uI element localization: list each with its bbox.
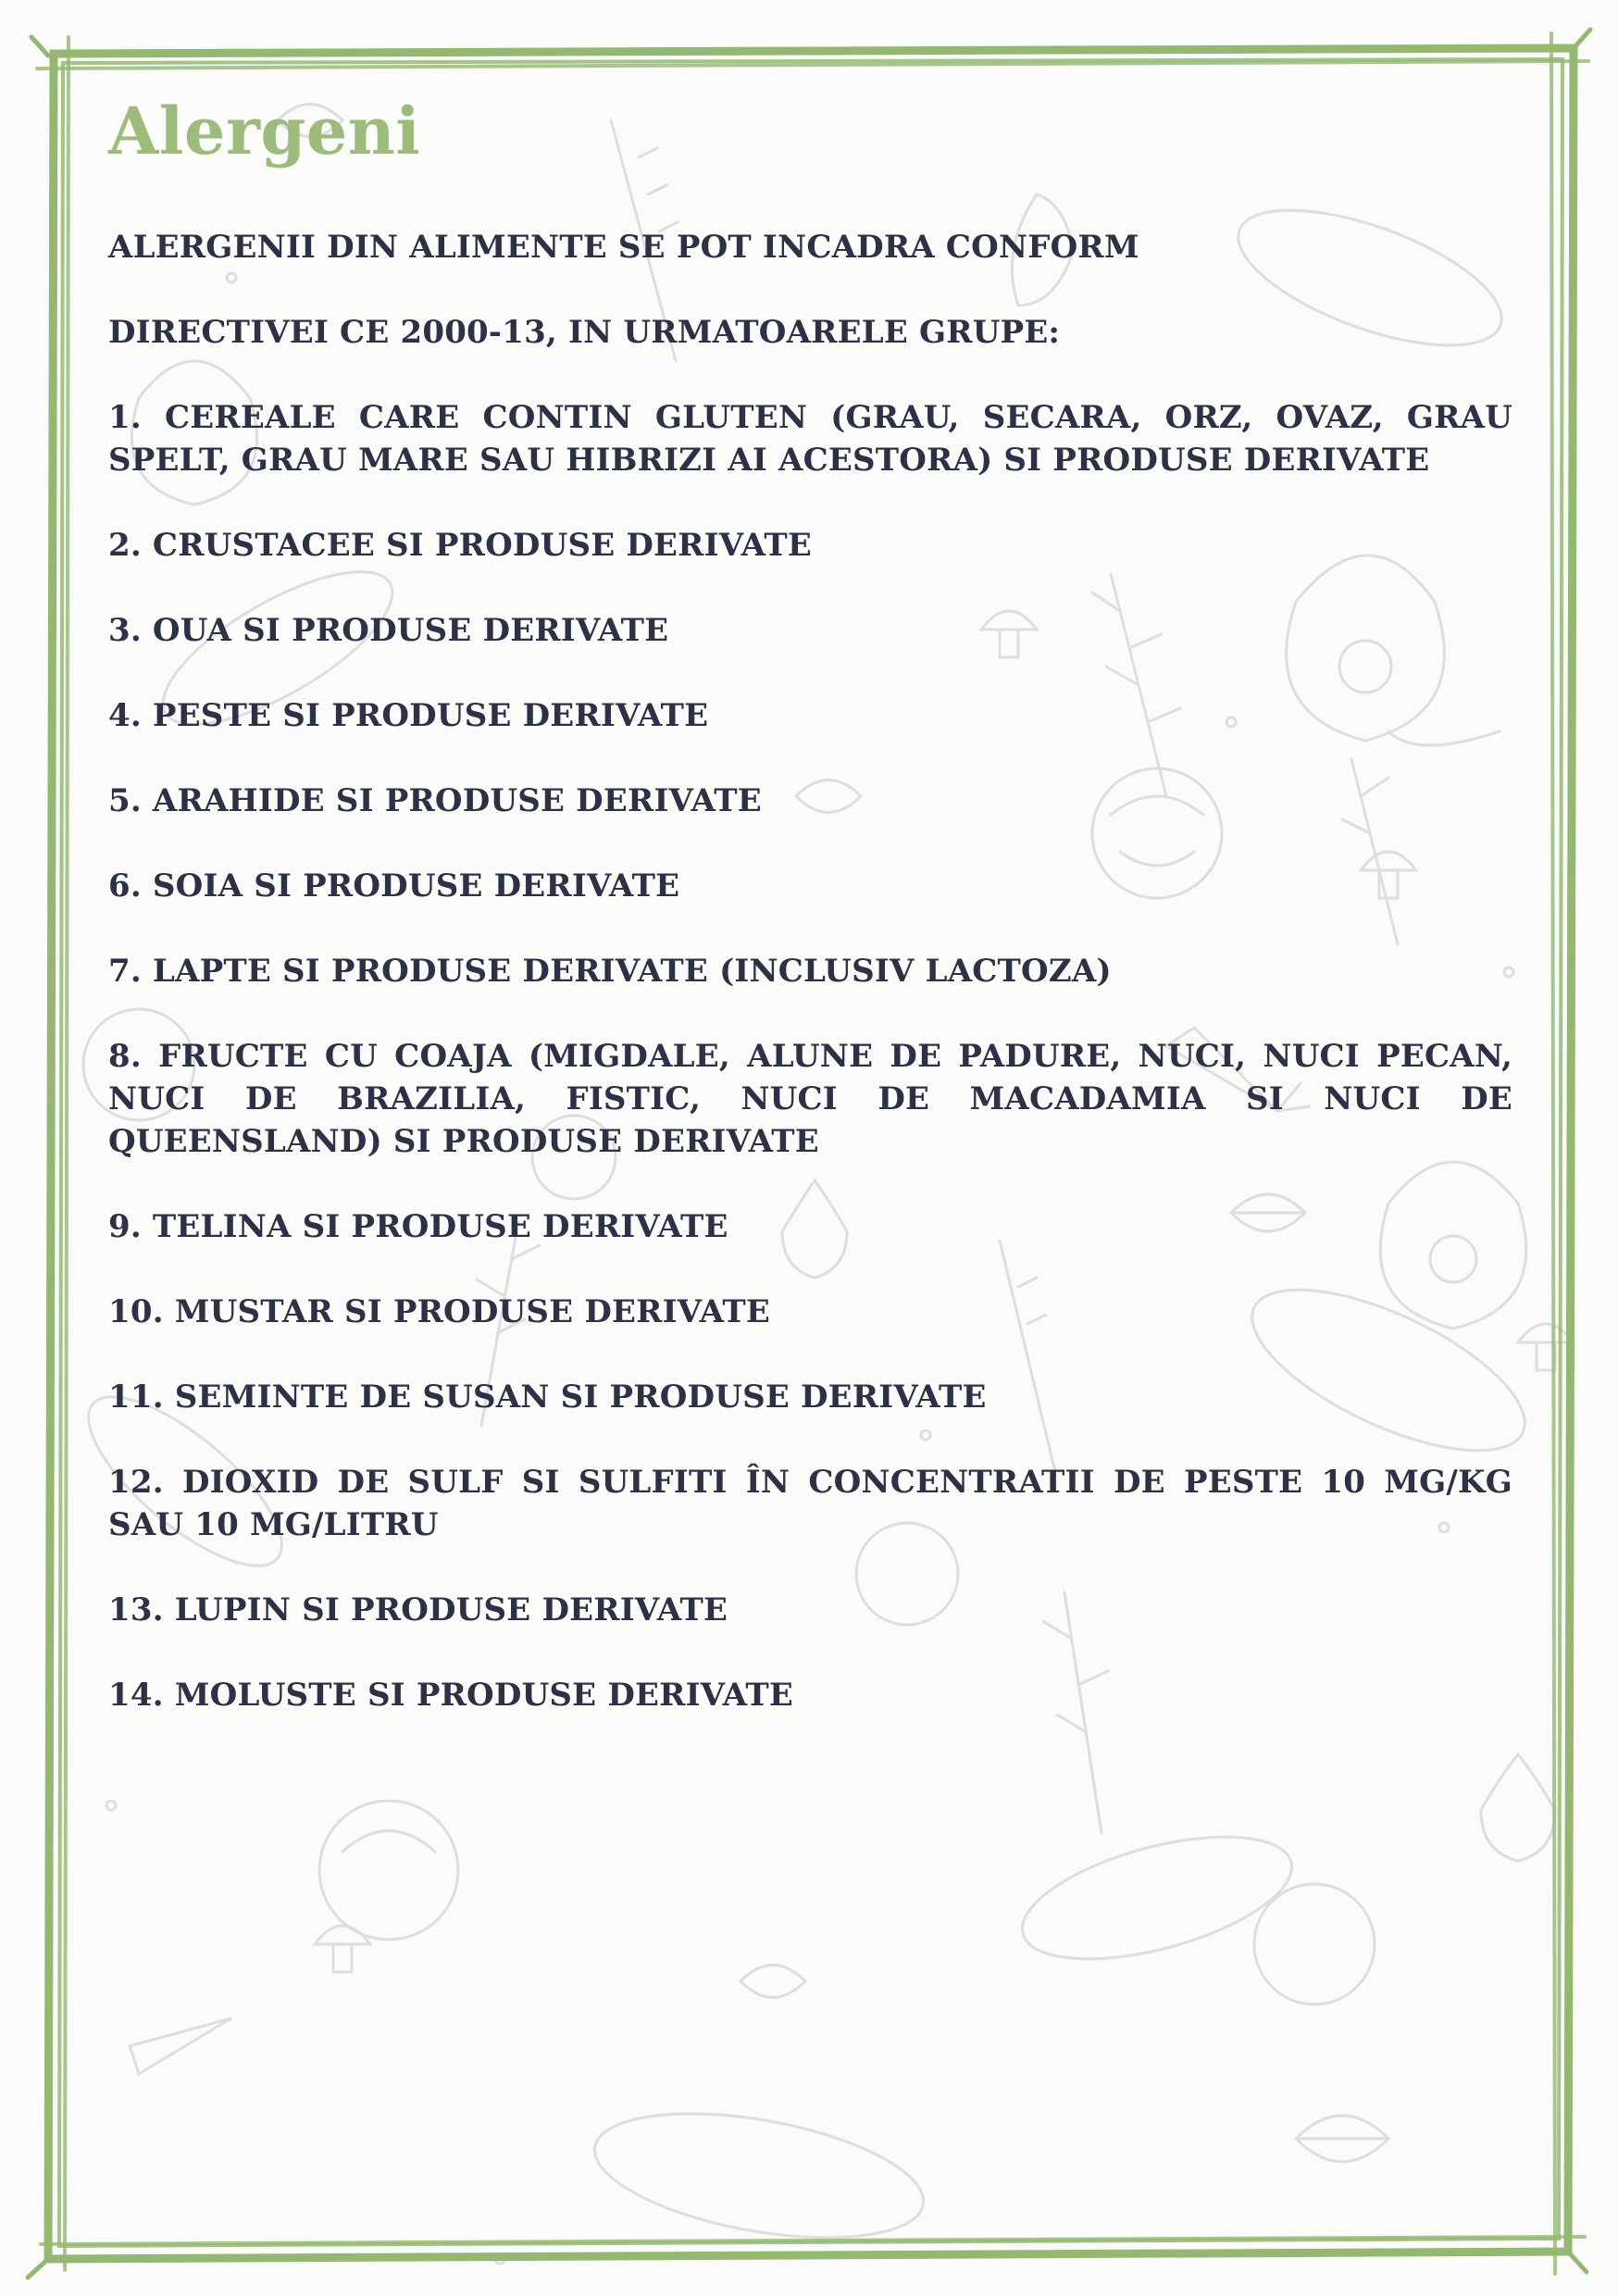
allergen-item-12: 12. DIOXID DE SULF SI SULFITI ÎN CONCENTRATII DE PESTE 10 MG/KG SAU 10 MG/LITRU xyxy=(108,1464,1512,1543)
allergen-item-2: 2. CRUSTACEE SI PRODUSE DERIVATE xyxy=(108,527,813,564)
allergen-item-10: 10. MUSTAR SI PRODUSE DERIVATE xyxy=(108,1293,770,1330)
allergen-item-5: 5. ARAHIDE SI PRODUSE DERIVATE xyxy=(108,782,762,819)
allergen-item-11: 11. SEMINTE DE SUSAN SI PRODUSE DERIVATE xyxy=(108,1379,987,1416)
allergen-item-8: 8. FRUCTE CU COAJA (MIGDALE, ALUNE DE PADURE, NUCI, NUCI PECAN, NUCI DE BRAZILIA, FISTIC, NUCI DE MACADAMIA SI NUCI DE QUEENSLAND) SI PRODUSE DERIVATE xyxy=(108,1038,1512,1160)
allergen-document xyxy=(108,85,1512,1759)
allergen-item-4: 4. PESTE SI PRODUSE DERIVATE xyxy=(108,697,709,734)
allergen-item-9: 9. TELINA SI PRODUSE DERIVATE xyxy=(108,1208,728,1245)
allergen-item-13: 13. LUPIN SI PRODUSE DERIVATE xyxy=(108,1591,728,1628)
allergen-item-6: 6. SOIA SI PRODUSE DERIVATE xyxy=(108,867,680,905)
allergen-item-7: 7. LAPTE SI PRODUSE DERIVATE (INCLUSIV LACTOZA) xyxy=(108,953,1112,990)
allergen-item-1: 1. CEREALE CARE CONTIN GLUTEN (GRAU, SECARA, ORZ, OVAZ, GRAU SPELT, GRAU MARE SAU HIBRIZI AI ACESTORA) SI PRODUSE DERIVATE xyxy=(108,399,1512,479)
allergen-item-14: 14. MOLUSTE SI PRODUSE DERIVATE xyxy=(108,1677,793,1714)
allergen-item-3: 3. OUA SI PRODUSE DERIVATE xyxy=(108,612,669,649)
page-title: Alergeni xyxy=(108,93,421,169)
intro-line-2: DIRECTIVEI CE 2000-13, IN URMATOARELE GRUPE: xyxy=(108,314,1061,351)
intro-line-1: ALERGENII DIN ALIMENTE SE POT INCADRA CONFORM xyxy=(108,229,1139,266)
